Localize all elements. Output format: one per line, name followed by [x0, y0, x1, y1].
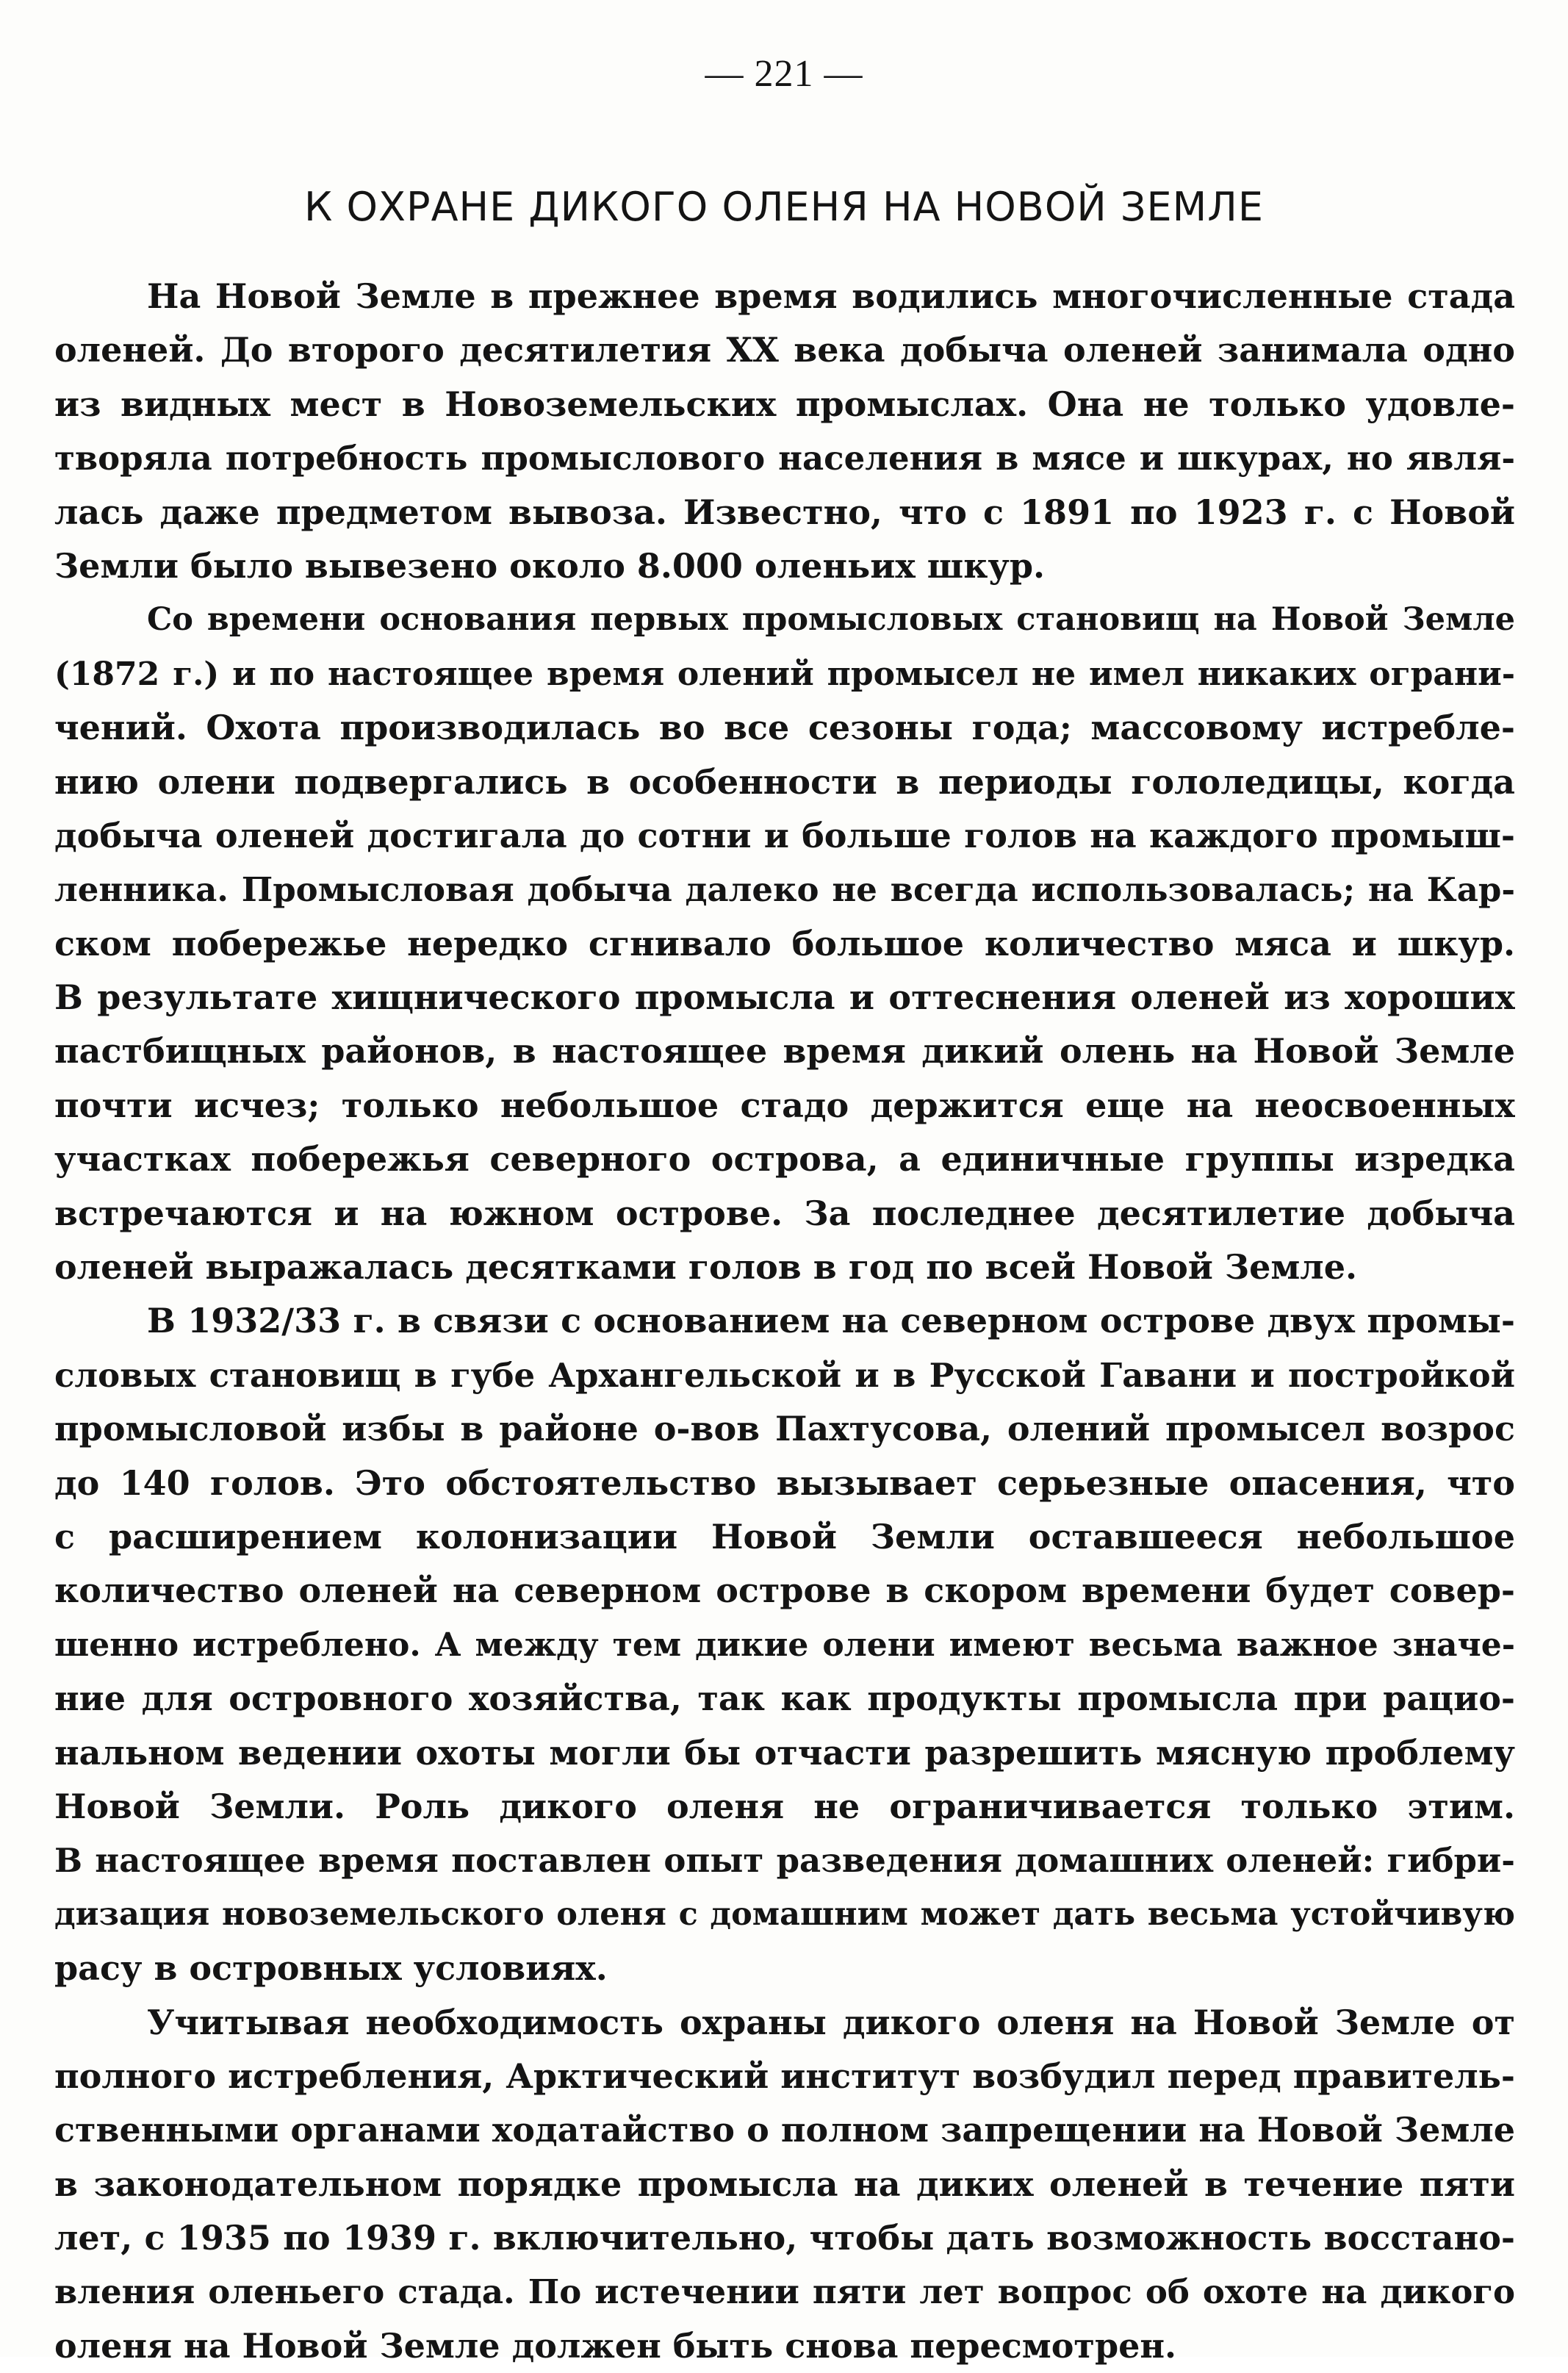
paragraph-1 — [54, 270, 1515, 593]
text-line: нальном ведении охоты могли бы отчасти разрешить мясную проблему — [54, 1726, 1515, 1780]
text-line: лет, с 1935 по 1939 г. включительно, чтобы дать возможность восстано- — [54, 2211, 1515, 2265]
text-line: количество оленей на северном острове в скором времени будет совер- — [54, 1564, 1515, 1618]
text-line: оленей. До второго десятилетия XX века добыча оленей занимала одно — [54, 323, 1515, 377]
article-title: К ОХРАНЕ ДИКОГО ОЛЕНЯ НА НОВОЙ ЗЕМЛЕ — [0, 181, 1568, 234]
text-line: словых становищ в губе Архангельской и в Русской Гавани и постройкой — [54, 1349, 1515, 1402]
text-line: шенно истреблено. А между тем дикие олени имеют весьма важное значе- — [54, 1618, 1515, 1672]
text-line: Земли было вывезено около 8.000 оленьих шкур. — [54, 539, 1515, 593]
text-line: промысловой избы в районе о-вов Пахтусова, олений промысел возрос — [54, 1402, 1515, 1456]
paragraph-2 — [54, 593, 1515, 1294]
text-line: участках побережья северного острова, а единичные группы изредка — [54, 1132, 1515, 1186]
text-line: дизация новоземельского оленя с домашним может дать весьма устойчивую — [54, 1888, 1515, 1942]
paragraph-3 — [54, 1294, 1515, 1995]
text-line: Со времени основания первых промысловых становищ на Новой Земле — [54, 593, 1515, 647]
text-line: ском побережье нередко сгнивало большое количество мяса и шкур. — [54, 917, 1515, 971]
text-line: На Новой Земле в прежнее время водились многочисленные стада — [54, 270, 1515, 323]
page-number: — 221 — — [0, 49, 1568, 100]
text-line: встречаются и на южном острове. За последнее десятилетие добыча — [54, 1187, 1515, 1241]
text-line: нию олени подвергались в особенности в периоды гололедицы, когда — [54, 755, 1515, 809]
text-line: расу в островных условиях. — [54, 1942, 1515, 1995]
text-line: В результате хищнического промысла и оттеснения оленей из хороших — [54, 971, 1515, 1024]
text-line: вления оленьего стада. По истечении пяти лет вопрос об охоте на дикого — [54, 2265, 1515, 2319]
text-line: Учитывая необходимость охраны дикого оленя на Новой Земле от — [54, 1996, 1515, 2050]
text-line: оленей выражалась десятками голов в год по всей Новой Земле. — [54, 1241, 1515, 1294]
text-line: в законодательном порядке промысла на диких оленей в течение пяти — [54, 2158, 1515, 2211]
text-line: ленника. Промысловая добыча далеко не всегда использовалась; на Кар- — [54, 863, 1515, 916]
text-line: (1872 г.) и по настоящее время олений промысел не имел никаких ограни- — [54, 647, 1515, 701]
text-line: пастбищных районов, в настоящее время дикий олень на Новой Земле — [54, 1024, 1515, 1078]
text-line: ние для островного хозяйства, так как продукты промысла при рацио- — [54, 1672, 1515, 1726]
text-line: почти исчез; только небольшое стадо держится еще на неосвоенных — [54, 1079, 1515, 1132]
text-line: творяла потребность промыслового населения в мясе и шкурах, но явля- — [54, 431, 1515, 485]
text-line: ственными органами ходатайство о полном запрещении на Новой Земле — [54, 2103, 1515, 2157]
text-line: из видных мест в Новоземельских промыслах. Она не только удовле- — [54, 378, 1515, 431]
text-line: В 1932/33 г. в связи с основанием на северном острове двух промы- — [54, 1294, 1515, 1348]
paragraph-4 — [54, 1996, 1515, 2373]
text-line: с расширением колонизации Новой Земли оставшееся небольшое — [54, 1510, 1515, 1564]
text-line: полного истребления, Арктический институт возбудил перед правитель- — [54, 2050, 1515, 2103]
text-line: оленя на Новой Земле должен быть снова пересмотрен. — [54, 2319, 1515, 2373]
text-line: В настоящее время поставлен опыт разведения домашних оленей: гибри- — [54, 1834, 1515, 1887]
text-line: Новой Земли. Роль дикого оленя не ограничивается только этим. — [54, 1780, 1515, 1834]
text-line: чений. Охота производилась во все сезоны года; массовому истребле- — [54, 701, 1515, 755]
article-body — [54, 270, 1515, 2373]
text-line: добыча оленей достигала до сотни и больше голов на каждого промыш- — [54, 809, 1515, 863]
text-line: лась даже предметом вывоза. Известно, что с 1891 по 1923 г. с Новой — [54, 486, 1515, 539]
text-line: до 140 голов. Это обстоятельство вызывает серьезные опасения, что — [54, 1457, 1515, 1510]
